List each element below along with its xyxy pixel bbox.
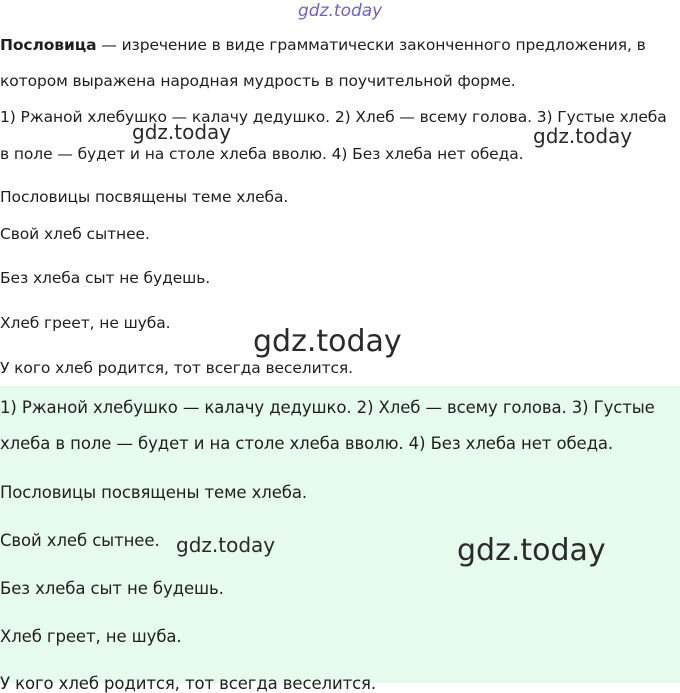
watermark-top: gdz.today <box>298 1 383 21</box>
proverb-3: Хлеб греет, не шуба. <box>0 314 171 332</box>
definition-line-1 <box>0 36 646 54</box>
answer-proverb-4: У кого хлеб родится, тот всегда веселится. <box>0 674 377 693</box>
definition-term: Пословица <box>0 36 97 54</box>
proverb-4: У кого хлеб родится, тот всегда веселится. <box>0 359 353 377</box>
answer-proverbs-line-1: 1) Ржаной хлебушко — калачу дедушко. 2) Хлеб — всему голова. 3) Густые <box>0 398 655 417</box>
answer-theme-text: Пословицы посвящены теме хлеба. <box>0 483 308 502</box>
proverb-1: Свой хлеб сытнее. <box>0 225 150 243</box>
watermark-a: gdz.today <box>132 120 232 144</box>
answer-proverb-2: Без хлеба сыт не будешь. <box>0 579 224 598</box>
watermark-b: gdz.today <box>533 124 633 148</box>
proverbs-line-2: в поле — будет и на столе хлеба вволю. 4) Без хлеба нет обеда. <box>0 145 524 163</box>
answer-proverb-3: Хлеб греет, не шуба. <box>0 627 182 646</box>
definition-line-2: котором выражена народная мудрость в поучительной форме. <box>0 72 516 90</box>
watermark-d: gdz.today <box>176 533 276 557</box>
answer-proverb-1: Свой хлеб сытнее. <box>0 531 160 550</box>
answer-proverbs-line-2: хлеба в поле — будет и на столе хлеба вволю. 4) Без хлеба нет обеда. <box>0 434 614 453</box>
proverb-2: Без хлеба сыт не будешь. <box>0 269 211 287</box>
definition-text: — изречение в виде грамматически законченного предложения, в <box>96 36 646 54</box>
proverbs-line-1: 1) Ржаной хлебушко — калачу дедушко. 2) Хлеб — всему голова. 3) Густые хлеба <box>0 108 667 126</box>
theme-text: Пословицы посвящены теме хлеба. <box>0 188 289 206</box>
watermark-c: gdz.today <box>253 324 402 359</box>
watermark-e: gdz.today <box>457 533 606 568</box>
